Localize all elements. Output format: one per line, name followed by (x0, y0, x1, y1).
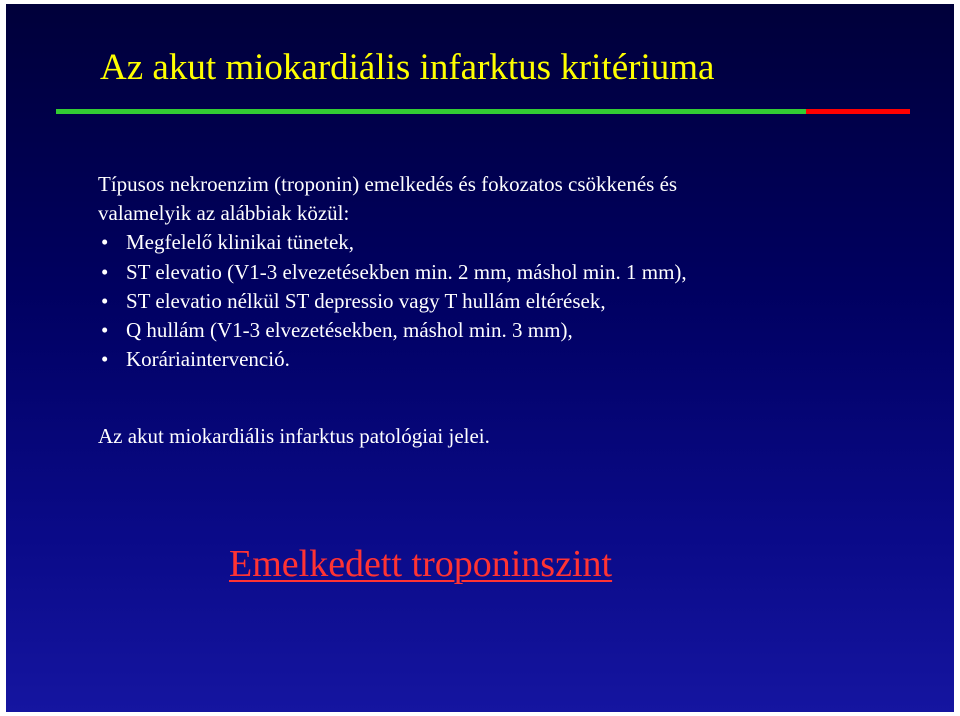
slide (6, 4, 954, 712)
list-item (98, 345, 687, 374)
bullet-icon: • (101, 259, 109, 284)
title-divider (56, 109, 910, 114)
list-item (98, 287, 687, 316)
bullet-icon: • (101, 288, 109, 313)
bullet-icon: • (101, 318, 109, 343)
criteria-block (98, 170, 687, 374)
troponin-highlight: Emelkedett troponinszint (229, 543, 613, 585)
list-item (98, 258, 687, 287)
intro-line-1: Típusos nekroenzim (troponin) emelkedés és fokozatos csökkenés és (98, 172, 678, 196)
intro-line-2: valamelyik az alábbiak közül: (98, 201, 350, 226)
criterion-text: ST elevatio (V1-3 elvezetésekben min. 2 mm, máshol min. 1 mm), (126, 259, 687, 284)
divider-red-segment (806, 109, 910, 114)
criterion-text: Koráriaintervenció. (126, 347, 290, 372)
slide-title: Az akut miokardiális infarktus kritériuma (100, 47, 715, 88)
list-item (98, 316, 687, 345)
criterion-text: Megfelelő klinikai tünetek, (126, 230, 355, 255)
criterion-text: ST elevatio nélkül ST depressio vagy T hullám eltérések, (126, 288, 606, 313)
criterion-text: Q hullám (V1-3 elvezetésekben, máshol min. 3 mm), (126, 318, 573, 343)
divider-green-segment (56, 109, 806, 114)
pathology-line: Az akut miokardiális infarktus patológiai jelei. (98, 424, 490, 448)
list-item (98, 228, 687, 257)
bullet-icon: • (101, 230, 109, 255)
bullet-icon: • (101, 347, 109, 372)
criteria-list (98, 228, 687, 374)
